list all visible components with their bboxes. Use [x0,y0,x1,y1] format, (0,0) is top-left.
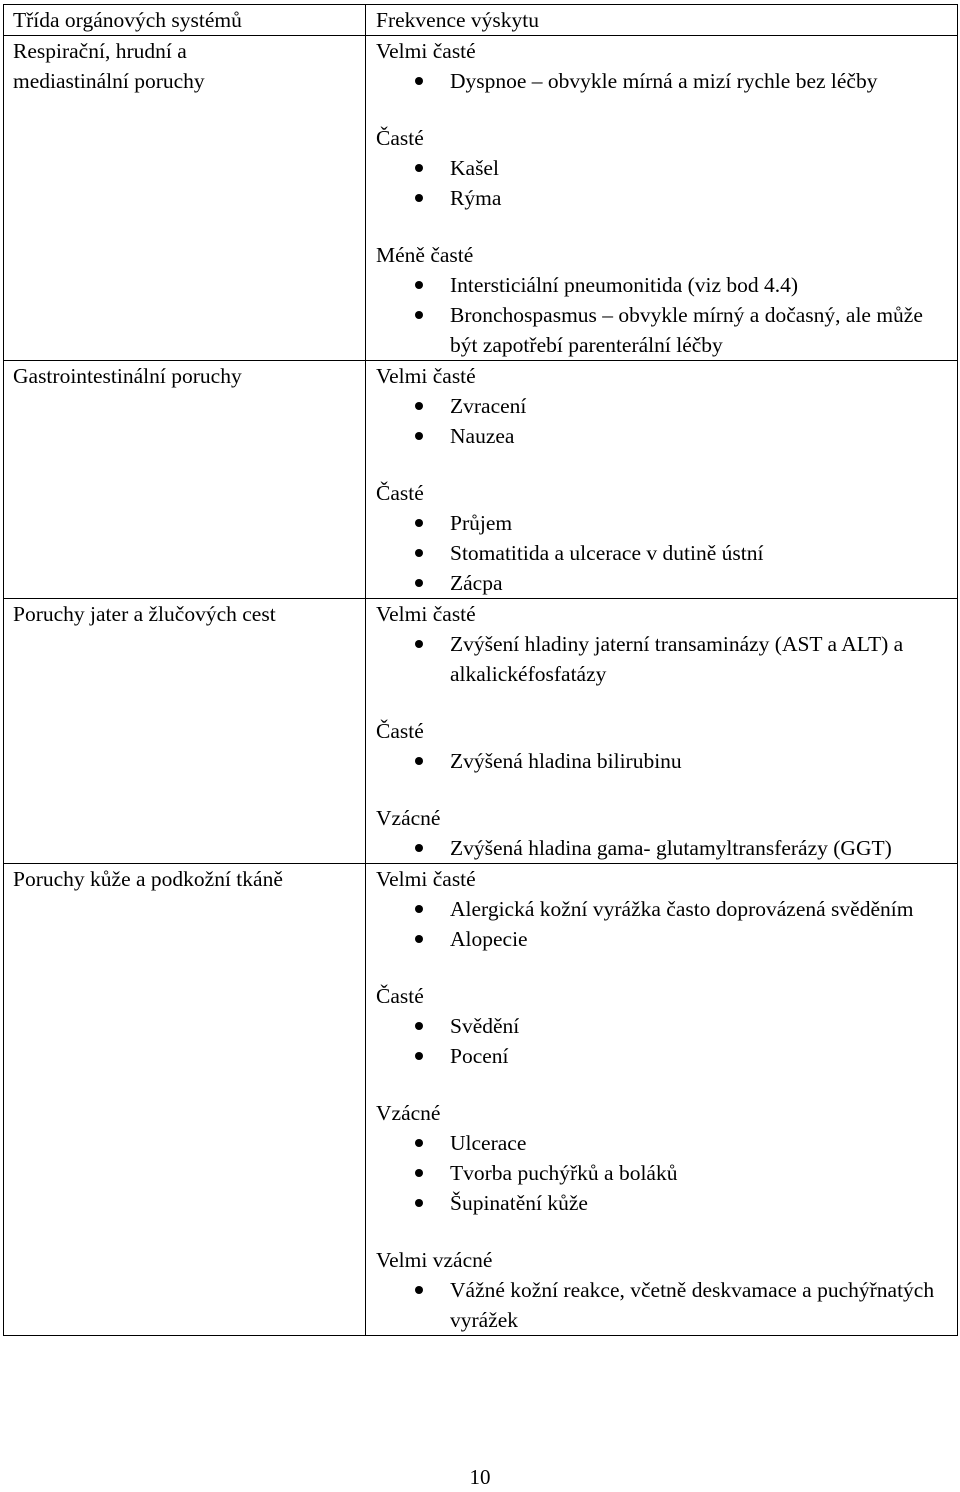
frequency-label: Časté [376,719,424,743]
reaction-item: Vážné kožní reakce, včetně deskvamace a puchýřnatých vyrážek [376,1275,947,1335]
reaction-list [376,894,947,954]
frequency-cell [366,36,958,361]
reaction-list [376,153,947,213]
organ-class-cell [4,864,366,1336]
header-row [4,5,958,36]
frequency-label: Časté [376,481,424,505]
reaction-item: Svědění [376,1011,947,1041]
organ-class-label: Gastrointestinální poruchy [13,364,242,388]
reaction-item: Šupinatění kůže [376,1188,947,1218]
table-row [4,599,958,864]
reaction-list [376,66,947,96]
frequency-block [376,716,947,776]
reaction-item: Ulcerace [376,1128,947,1158]
frequency-label: Časté [376,126,424,150]
frequency-cell [366,361,958,599]
frequency-block [376,599,947,689]
frequency-label: Velmi vzácné [376,1248,493,1272]
reaction-item: Alergická kožní vyrážka často doprovázená svěděním [376,894,947,924]
reaction-item: Zvýšená hladina bilirubinu [376,746,947,776]
adverse-reactions-table [3,4,958,1336]
frequency-label: Vzácné [376,1101,441,1125]
frequency-block [376,478,947,598]
frequency-block [376,1245,947,1335]
frequency-block [376,981,947,1071]
organ-class-cell [4,599,366,864]
organ-class-cell [4,361,366,599]
frequency-label: Méně časté [376,243,474,267]
frequency-label: Vzácné [376,806,441,830]
frequency-block [376,864,947,954]
reaction-item: Intersticiální pneumonitida (viz bod 4.4) [376,270,947,300]
reaction-list [376,746,947,776]
organ-class-label: Poruchy kůže a podkožní tkáně [13,867,283,891]
reaction-item: Bronchospasmus – obvykle mírný a dočasný, ale může být zapotřebí parenterální léčby [376,300,947,360]
table-row [4,36,958,361]
frequency-label: Velmi časté [376,39,476,63]
frequency-block [376,36,947,96]
organ-class-label: Respirační, hrudní a mediastinální poruchy [13,39,205,93]
reaction-list [376,833,947,863]
frequency-block [376,803,947,863]
frequency-label: Časté [376,984,424,1008]
frequency-block [376,1098,947,1218]
reaction-item: Průjem [376,508,947,538]
frequency-cell [366,599,958,864]
reaction-item: Rýma [376,183,947,213]
header-organ-class: Třída orgánových systémů [4,5,366,36]
header-frequency: Frekvence výskytu [366,5,958,36]
reaction-item: Stomatitida a ulcerace v dutině ústní [376,538,947,568]
reaction-list [376,1128,947,1218]
reaction-item: Alopecie [376,924,947,954]
frequency-cell [366,864,958,1336]
reaction-item: Zvýšená hladina gama- glutamyltransferázy (GGT) [376,833,947,863]
organ-class-label: Poruchy jater a žlučových cest [13,602,276,626]
reaction-item: Zvýšení hladiny jaterní transaminázy (AST a ALT) a alkalickéfosfatázy [376,629,947,689]
frequency-label: Velmi časté [376,364,476,388]
reaction-list [376,1275,947,1335]
reaction-item: Zácpa [376,568,947,598]
reaction-item: Zvracení [376,391,947,421]
reaction-item: Dyspnoe – obvykle mírná a mizí rychle bez léčby [376,66,947,96]
reaction-list [376,270,947,360]
reaction-list [376,508,947,598]
table-row [4,361,958,599]
reaction-item: Pocení [376,1041,947,1071]
frequency-block [376,361,947,451]
reaction-list [376,629,947,689]
frequency-block [376,123,947,213]
organ-class-cell [4,36,366,361]
frequency-label: Velmi časté [376,867,476,891]
reaction-list [376,391,947,451]
page-number: 10 [469,1465,491,1489]
reaction-item: Tvorba puchýřků a boláků [376,1158,947,1188]
frequency-label: Velmi časté [376,602,476,626]
reaction-item: Kašel [376,153,947,183]
table-row [4,864,958,1336]
frequency-block [376,240,947,360]
reaction-item: Nauzea [376,421,947,451]
reaction-list [376,1011,947,1071]
